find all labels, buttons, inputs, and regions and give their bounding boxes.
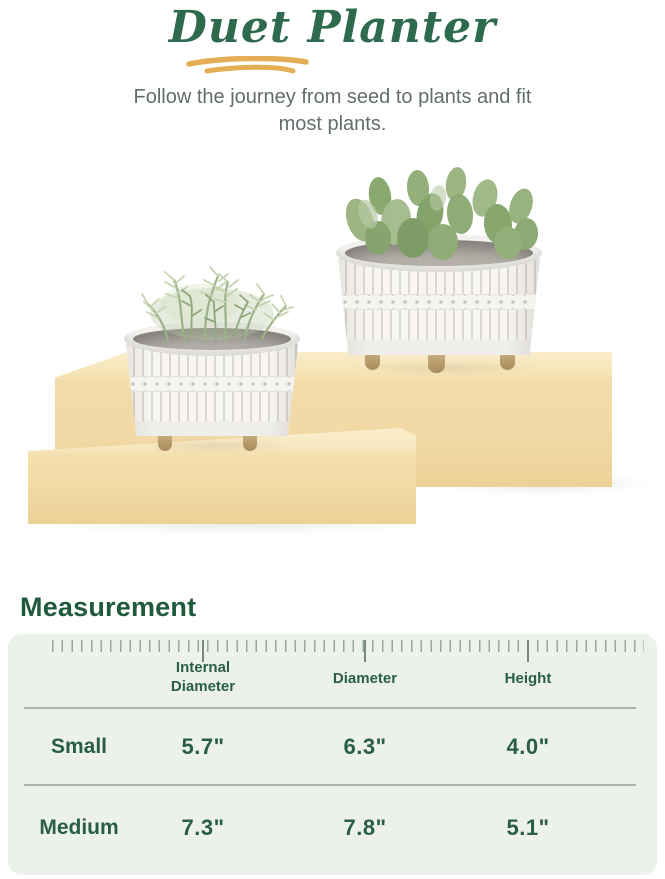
- title-underline-swoosh-icon: [185, 56, 310, 78]
- ruler-major-tick: [364, 640, 366, 662]
- column-header-internal-diameter: Internal Diameter: [170, 659, 236, 695]
- small-planter-band: [124, 376, 300, 392]
- measurement-heading: Measurement: [20, 592, 197, 622]
- column-header-diameter: Diameter: [332, 670, 398, 687]
- subtitle-line-1: Follow the journey from seed to plants and fit: [133, 86, 532, 108]
- succulent-plant-illustration: [130, 256, 295, 344]
- cactus-plant-illustration: [338, 158, 543, 263]
- cell-medium-diameter: 7.8": [343, 815, 387, 840]
- cell-small-internal-diameter: 5.7": [181, 734, 225, 759]
- cell-small-diameter: 6.3": [343, 734, 387, 759]
- row-separator: [24, 707, 636, 709]
- row-label-medium: Medium: [39, 816, 119, 839]
- product-photo: [0, 140, 665, 570]
- product-title: Duet Planter: [168, 2, 497, 53]
- cell-medium-internal-diameter: 7.3": [181, 815, 225, 840]
- row-label-small: Small: [50, 735, 108, 758]
- row-separator: [24, 784, 636, 786]
- cell-medium-height: 5.1": [506, 815, 550, 840]
- product-subtitle: [0, 84, 665, 138]
- ruler-major-tick: [527, 640, 529, 662]
- measurement-panel: [8, 634, 657, 875]
- medium-planter-foot: [428, 353, 445, 373]
- ruler-ticks: [52, 640, 644, 652]
- subtitle-line-2: most plants.: [278, 113, 387, 135]
- medium-planter-band: [336, 294, 542, 310]
- column-header-height: Height: [504, 670, 552, 687]
- cell-small-height: 4.0": [506, 734, 550, 759]
